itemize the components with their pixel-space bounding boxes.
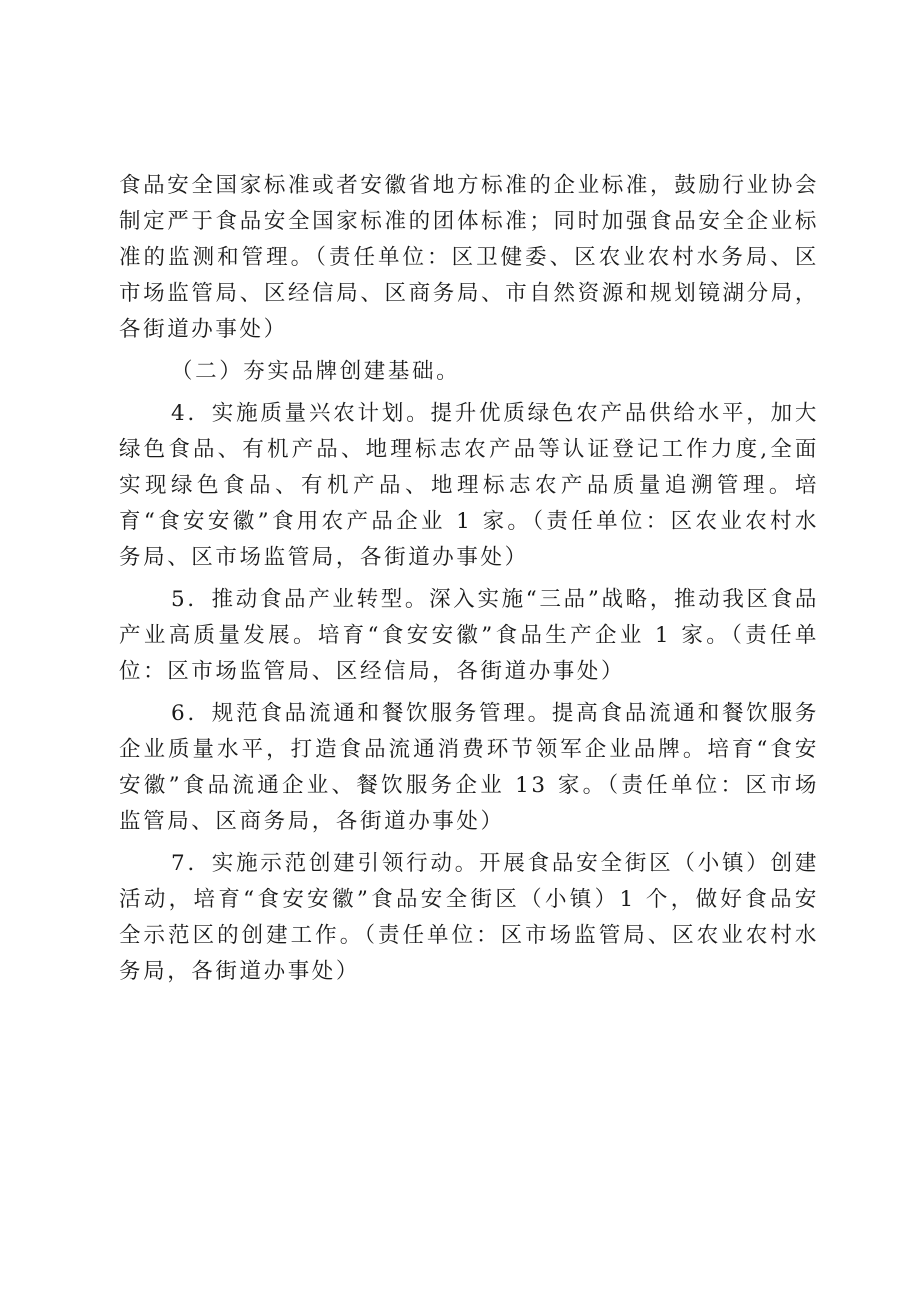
section-heading: （二）夯实品牌创建基础。 (171, 359, 461, 384)
document-body (119, 168, 819, 996)
paragraph-item-5: 5．推动食品产业转型。深入实施“三品”战略，推动我区食品产业高质量发展。培育“食安安徽”食品生产企业 1 家。（责任单位：区市场监管局、区经信局，各街道办事处） (119, 587, 819, 684)
paragraph-item-7: 7．实施示范创建引领行动。开展食品安全街区（小镇）创建活动，培育“食安安徽”食品安全街区（小镇）1 个，做好食品安全示范区的创建工作。（责任单位：区市场监管局、区农业农村水务局，各街道办事处） (119, 851, 819, 984)
paragraph-item-6: 6．规范食品流通和餐饮服务管理。提高食品流通和餐饮服务企业质量水平，打造食品流通消费环节领军企业品牌。培育“食安安徽”食品流通企业、餐饮服务企业 13 家。（责任单位：区市场监管局、区商务局，各街道办事处） (119, 701, 819, 834)
paragraph-item-4: 4．实施质量兴农计划。提升优质绿色农产品供给水平，加大绿色食品、有机产品、地理标志农产品等认证登记工作力度,全面实现绿色食品、有机产品、地理标志农产品质量追溯管理。培育“食安安徽”食用农产品企业 1 家。（责任单位：区农业农村水务局、区市场监管局，各街道办事处） (119, 401, 819, 570)
paragraph-continuation: 食品安全国家标准或者安徽省地方标准的企业标准，鼓励行业协会制定严于食品安全国家标准的团体标准；同时加强食品安全企业标准的监测和管理。（责任单位：区卫健委、区农业农村水务局、区市场监管局、区经信局、区商务局、市自然资源和规划镜湖分局，各街道办事处） (119, 173, 819, 342)
